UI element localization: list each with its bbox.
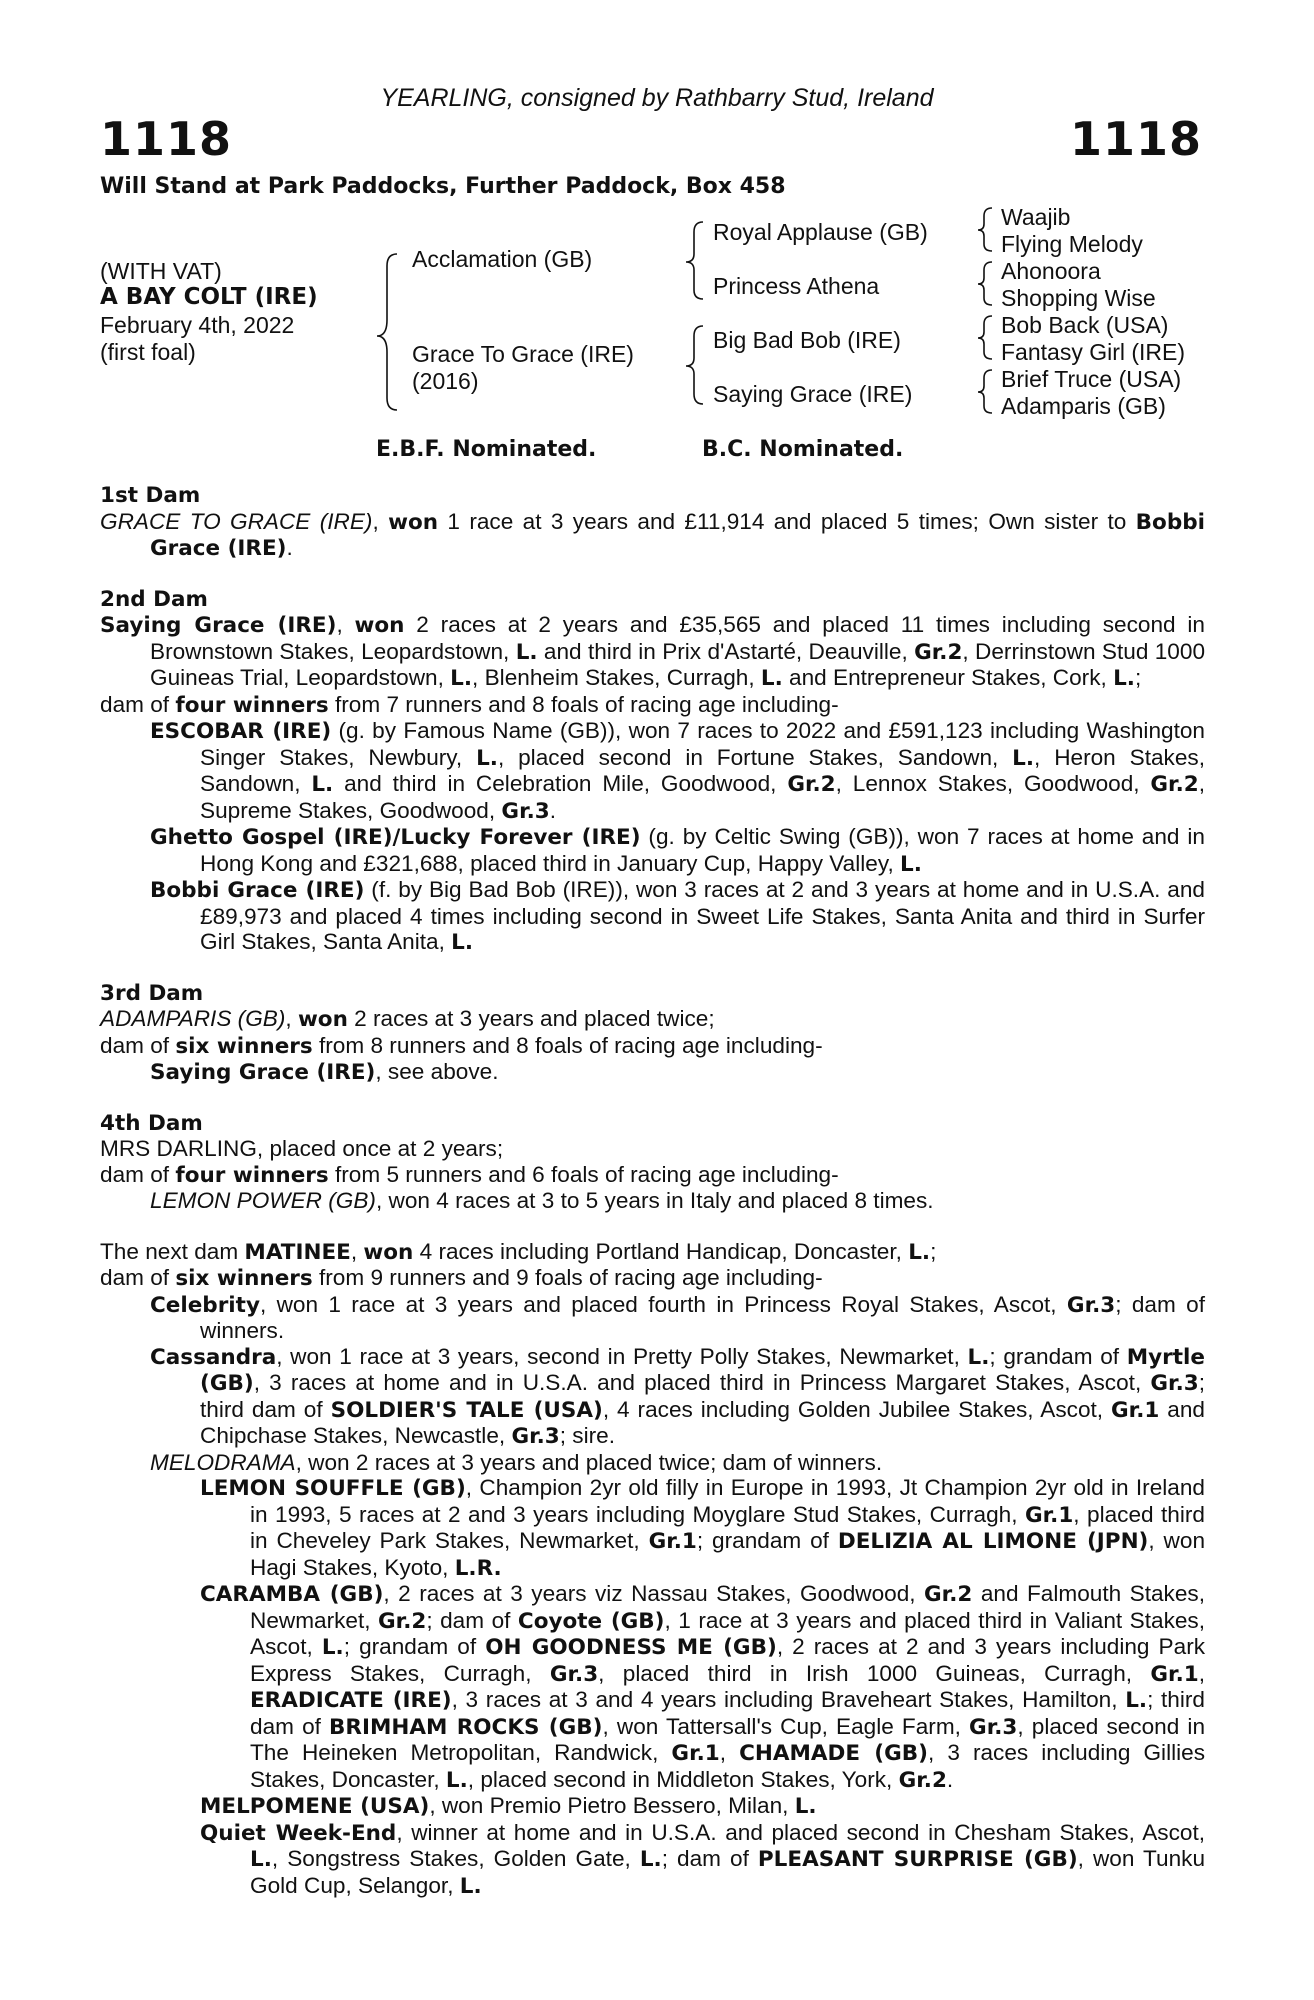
horse-ref: Coyote (GB)	[517, 1608, 665, 1634]
vat-note: (WITH VAT)	[100, 258, 222, 284]
text: ; third dam of	[250, 1687, 1205, 1739]
dam-line-content	[100, 483, 1205, 1924]
text: , won 1 race at 3 years, second in Pretty Polly Stakes, Newmarket,	[276, 1343, 968, 1369]
text: , won 1 race at 3 years and placed fourth in Princess Royal Stakes, Ascot,	[259, 1291, 1067, 1317]
text: from 7 runners and 8 foals of racing age including-	[328, 691, 839, 717]
text: dam of	[100, 1265, 176, 1290]
produce-entry	[100, 1188, 1205, 1214]
brace-g1	[978, 208, 992, 251]
fourth-dam-paragraph: MRS DARLING, placed once at 2 years;	[100, 1136, 504, 1161]
race-grade: Gr.1	[1111, 1397, 1160, 1423]
fourth-dam-heading: 4th Dam	[100, 1110, 203, 1136]
text: ,	[719, 1740, 740, 1765]
produce-name: Ghetto Gospel (IRE)/Lucky Forever (IRE)	[150, 825, 641, 850]
first-dam-section	[100, 483, 1205, 562]
race-grade: L.	[1125, 1688, 1148, 1713]
race-grade: Gr.1	[648, 1529, 697, 1554]
race-grade: Gr.3	[969, 1714, 1018, 1740]
race-grade: Gr.2	[1150, 772, 1199, 797]
second-dam-heading: 2nd Dam	[100, 586, 208, 612]
race-grade: L.	[250, 1847, 272, 1872]
next-dam-name: MATINEE	[244, 1239, 351, 1265]
winner-count: six winners	[175, 1033, 313, 1059]
great-grandparent-4: Shopping Wise	[1001, 285, 1156, 311]
race-grade: Gr.2	[924, 1582, 973, 1607]
produce-entry	[100, 718, 1205, 824]
race-grade: Gr.3	[511, 1424, 560, 1449]
text: , Lennox Stakes, Goodwood,	[835, 771, 1151, 796]
produce-entry	[100, 877, 1205, 956]
race-grade: L.	[321, 1635, 344, 1660]
lot-number-left: 1118	[100, 112, 233, 166]
dam-sire-name: Big Bad Bob (IRE)	[713, 327, 901, 353]
text: (g. by Celtic Swing (GB)), won 7 races at home and in Hong Kong and £321,688, placed third in January Cup, Happy Valley,	[200, 824, 1205, 876]
race-grade: L.	[639, 1847, 662, 1872]
text: , won Premio Pietro Bessero, Milan,	[429, 1793, 795, 1818]
text: dam of	[100, 691, 176, 717]
text: , Derrinstown Stud 1000 Guineas Trial, Leopardstown,	[150, 638, 1206, 690]
text: ,	[1198, 1660, 1205, 1686]
brace-main	[377, 254, 397, 410]
great-grandparent-1: Waajib	[1001, 204, 1071, 230]
produce-entry	[100, 1344, 1205, 1450]
second-dam-produce-line	[100, 692, 1205, 719]
race-grade: Gr.3	[1066, 1292, 1116, 1318]
produce-entry	[100, 1793, 1205, 1820]
text: , Blenheim Stakes, Curragh,	[472, 665, 761, 690]
race-grade: L.	[459, 1873, 482, 1899]
text: 4 races including Portland Handicap, Doncaster,	[413, 1238, 909, 1264]
won-label: won	[388, 509, 439, 535]
race-grade: L.R.	[454, 1555, 502, 1581]
text: ; grandam of	[989, 1343, 1127, 1369]
stabling-location: Will Stand at Park Paddocks, Further Paddock, Box 458	[100, 174, 786, 199]
great-grandparent-8: Adamparis (GB)	[1001, 393, 1166, 419]
produce-name: LEMON POWER (GB)	[150, 1188, 376, 1213]
race-grade: L.	[900, 851, 922, 877]
race-grade: L.	[515, 639, 538, 665]
text: , placed second in Fortune Stakes, Sandown,	[497, 744, 1013, 770]
produce-entry	[100, 824, 1205, 877]
brace-g4	[978, 370, 992, 413]
lot-number-right: 1118	[1069, 112, 1202, 166]
produce-name: LEMON SOUFFLE (GB)	[200, 1476, 466, 1501]
first-dam-heading: 1st Dam	[100, 483, 201, 508]
foal-note: (first foal)	[100, 339, 196, 365]
text: (f. by Big Bad Bob (IRE)), won 3 races at 2 and 3 years at home and in U.S.A. and £89,973 and placed 4 times including second in Sweet Life Stakes, Santa Anita and third in Surfer Girl Stakes, Santa Anita,	[200, 877, 1205, 954]
produce-entry	[100, 1581, 1205, 1793]
race-grade: Gr.1	[1024, 1502, 1074, 1528]
dam-year: (2016)	[412, 368, 479, 394]
dam-dam-name: Saying Grace (IRE)	[713, 381, 913, 407]
great-grandparent-6: Fantasy Girl (IRE)	[1001, 339, 1186, 365]
text: , winner at home and in U.S.A. and placed second in Chesham Stakes, Ascot,	[396, 1819, 1206, 1845]
third-dam-heading: 3rd Dam	[100, 980, 204, 1006]
race-grade: L.	[445, 1767, 468, 1793]
produce-name: MELPOMENE (USA)	[200, 1794, 430, 1819]
brace-g2	[978, 262, 992, 305]
text: , placed second in The Heineken Metropolitan, Randwick,	[250, 1713, 1206, 1765]
third-dam-paragraph: ADAMPARIS (GB), won 2 races at 3 years and placed twice;	[100, 1006, 715, 1032]
text: , 4 races including Golden Jubilee Stakes, Ascot,	[602, 1396, 1112, 1422]
text: .	[549, 797, 557, 823]
winner-count: four winners	[175, 692, 329, 718]
text: ; grandam of	[343, 1634, 486, 1659]
produce-name: Bobbi Grace (IRE)	[150, 878, 365, 903]
text: ;	[930, 1238, 937, 1264]
text: , 2 races at 2 and 3 years including Park Express Stakes, Curragh,	[250, 1634, 1206, 1686]
text: ; dam of	[426, 1607, 518, 1633]
text: (g. by Famous Name (GB)), won 7 races to 2022 and £591,123 including Washington Singer Stakes, Newbury,	[200, 718, 1205, 770]
text: , placed third in Cheveley Park Stakes, Newmarket,	[250, 1501, 1205, 1553]
great-grandparent-7: Brief Truce (USA)	[1001, 366, 1182, 392]
text: 2 races at 2 years and £35,565 and placed 11 times including second in Brownstown Stakes, Leopardstown,	[150, 612, 1205, 664]
horse-ref: PLEASANT SURPRISE (GB)	[757, 1847, 1078, 1872]
first-dam-name: GRACE TO GRACE (IRE)	[100, 508, 373, 534]
fourth-dam-produce-line	[100, 1162, 1205, 1189]
text: 2 races at 3 years and placed twice;	[347, 1006, 715, 1031]
second-dam-section	[100, 587, 1205, 956]
produce-name: Celebrity	[150, 1292, 260, 1318]
text: from 5 runners and 6 foals of racing age including-	[328, 1161, 839, 1187]
produce-name: CARAMBA (GB)	[200, 1582, 384, 1607]
produce-name: Quiet Week-End	[200, 1820, 397, 1846]
ebf-nominated: E.B.F. Nominated.	[376, 437, 597, 462]
text: , see above.	[375, 1059, 499, 1084]
race-grade: L.	[760, 666, 783, 691]
fourth-dam-section	[100, 1111, 1205, 1214]
next-dam-section	[100, 1239, 1205, 1900]
text: and Falmouth Stakes, Newmarket,	[250, 1581, 1205, 1633]
horse-ref: SOLDIER'S TALE (USA)	[330, 1397, 603, 1423]
horse-ref: CHAMADE (GB)	[739, 1741, 928, 1766]
race-grade: L.	[311, 772, 334, 797]
sire-name: Acclamation (GB)	[412, 246, 593, 272]
produce-name: ESCOBAR (IRE)	[150, 719, 332, 744]
text: ; sire.	[559, 1423, 615, 1448]
horse-ref: Myrtle (GB)	[200, 1344, 1205, 1396]
text: and third in Celebration Mile, Goodwood,	[333, 771, 788, 796]
text: , Heron Stakes, Sandown,	[200, 744, 1205, 796]
produce-entry	[100, 1292, 1205, 1344]
text: , won 4 races at 3 to 5 years in Italy and placed 8 times.	[375, 1188, 934, 1213]
race-grade: L.	[450, 666, 473, 691]
text: ; grandam of	[696, 1528, 838, 1553]
text: , 3 races at 3 and 4 years including Braveheart Stakes, Hamilton,	[451, 1687, 1126, 1712]
text: , 1 race at 3 years and placed third in Valiant Stakes, Ascot,	[250, 1607, 1206, 1659]
race-grade: Gr.3	[1150, 1371, 1199, 1396]
race-grade: Gr.2	[914, 639, 963, 665]
race-grade: L.	[1012, 745, 1035, 771]
race-grade: Gr.3	[501, 798, 550, 824]
text: ; dam of	[661, 1846, 758, 1871]
race-grade: Gr.2	[898, 1767, 947, 1793]
horse-ref: Bobbi Grace (IRE)	[150, 509, 1205, 561]
brace-dam	[686, 326, 703, 404]
text: from 9 runners and 9 foals of racing age including-	[312, 1265, 823, 1290]
race-grade: L.	[967, 1344, 990, 1370]
race-grade: Gr.1	[1150, 1661, 1199, 1687]
race-grade: Gr.1	[671, 1741, 720, 1766]
text: .	[946, 1766, 954, 1792]
sire-dam-name: Princess Athena	[713, 273, 880, 299]
third-dam-name: ADAMPARIS (GB)	[100, 1006, 286, 1031]
produce-entry	[100, 1450, 1205, 1476]
race-grade: Gr.3	[549, 1661, 599, 1687]
text: , placed second in Middleton Stakes, York,	[467, 1766, 899, 1792]
text: and third in Prix d'Astarté, Deauville,	[537, 638, 915, 664]
race-grade: L.	[908, 1239, 931, 1265]
text: 1 race at 3 years and £11,914 and placed 5 times; Own sister to	[438, 508, 1136, 534]
second-dam-paragraph: Saying Grace (IRE), won 2 races at 2 years and £35,565 and placed 11 times including second in Brownstown Stakes, Leopardstown, L. and third in Prix d'Astarté, Deauville, Gr.2, Derrinstown Stud 1000 Guineas Trial, Leopardstown, L., Blenheim Stakes, Curragh, L. and Entrepreneur Stakes, Cork, L.;	[100, 612, 1206, 691]
next-dam-paragraph	[100, 1239, 1205, 1266]
text: , won Tattersall's Cup, Eagle Farm,	[602, 1713, 970, 1739]
birth-date: February 4th, 2022	[100, 312, 295, 338]
text: ; third dam of	[200, 1370, 1205, 1422]
first-dam-paragraph: GRACE TO GRACE (IRE), won 1 race at 3 years and £11,914 and placed 5 times; Own sister to Bobbi Grace (IRE).	[100, 508, 1205, 561]
next-dam-produce-line	[100, 1265, 1205, 1292]
produce-entry	[100, 1475, 1205, 1581]
text: , placed third in Irish 1000 Guineas, Curragh,	[598, 1660, 1151, 1686]
text: The next dam	[100, 1238, 245, 1264]
produce-name: Saying Grace (IRE)	[150, 1060, 376, 1085]
text: , won Tunku Gold Cup, Selangor,	[250, 1846, 1206, 1898]
third-dam-section	[100, 981, 1205, 1086]
text: , Songstress Stakes, Golden Gate,	[271, 1846, 640, 1871]
winner-count: six winners	[175, 1266, 313, 1291]
race-grade: L.	[476, 745, 498, 771]
horse-ref: ERADICATE (IRE)	[250, 1688, 452, 1713]
produce-entry	[100, 1820, 1205, 1900]
text: , 3 races including Gillies Stakes, Doncaster,	[250, 1740, 1205, 1792]
race-grade: Gr.2	[787, 772, 836, 797]
text: from 8 runners and 8 foals of racing age including-	[312, 1032, 823, 1058]
produce-name: MELODRAMA	[150, 1449, 296, 1475]
text: .	[286, 535, 293, 560]
text: , 2 races at 3 years viz Nassau Stakes, Goodwood,	[383, 1581, 925, 1606]
text: , won Hagi Stakes, Kyoto,	[250, 1528, 1206, 1580]
great-grandparent-5: Bob Back (USA)	[1001, 312, 1169, 338]
dam-name: Grace To Grace (IRE)	[412, 341, 634, 367]
horse-name: A BAY COLT (IRE)	[100, 284, 318, 310]
produce-name: Cassandra	[150, 1344, 277, 1370]
won-label: won	[363, 1239, 414, 1265]
text: ; dam of winners.	[200, 1291, 1205, 1343]
second-dam-name: Saying Grace (IRE)	[100, 613, 337, 638]
text: , won 2 races at 3 years and placed twice; dam of winners.	[295, 1449, 883, 1475]
text: dam of	[100, 1032, 176, 1058]
sire-sire-name: Royal Applause (GB)	[713, 219, 928, 245]
text: , 3 races at home and in U.S.A. and placed third in Princess Margaret Stakes, Ascot,	[253, 1370, 1151, 1395]
consignor-line: YEARLING, consigned by Rathbarry Stud, Ireland	[380, 84, 934, 112]
great-grandparent-2: Flying Melody	[1001, 231, 1143, 257]
great-grandparent-3: Ahonoora	[1001, 258, 1101, 284]
text: ,	[350, 1238, 364, 1264]
text: , Champion 2yr old filly in Europe in 1993, Jt Champion 2yr old in Ireland in 1993, 5 races at 2 and 3 years including Moyglare Stud Stakes, Curragh,	[250, 1475, 1205, 1527]
horse-ref: OH GOODNESS ME (GB)	[485, 1635, 777, 1660]
text: , Supreme Stakes, Goodwood,	[200, 771, 1205, 823]
brace-sire	[686, 222, 703, 299]
won-label: won	[297, 1007, 348, 1032]
text: and Entrepreneur Stakes, Cork,	[782, 665, 1114, 690]
horse-ref: BRIMHAM ROCKS (GB)	[329, 1714, 603, 1740]
third-dam-produce-line	[100, 1033, 1205, 1060]
produce-entry	[100, 1059, 1205, 1086]
text: and Chipchase Stakes, Newcastle,	[200, 1396, 1205, 1448]
race-grade: L.	[1113, 666, 1135, 691]
won-label: won	[354, 613, 405, 638]
race-grade: Gr.2	[378, 1608, 427, 1634]
brace-g3	[978, 316, 992, 359]
race-grade: L.	[794, 1794, 817, 1819]
horse-ref: DELIZIA AL LIMONE (JPN)	[837, 1529, 1149, 1554]
text: dam of	[100, 1161, 176, 1187]
text: ;	[1134, 665, 1142, 690]
race-grade: L.	[451, 930, 474, 955]
bc-nominated: B.C. Nominated.	[702, 437, 904, 462]
winner-count: four winners	[175, 1162, 329, 1188]
